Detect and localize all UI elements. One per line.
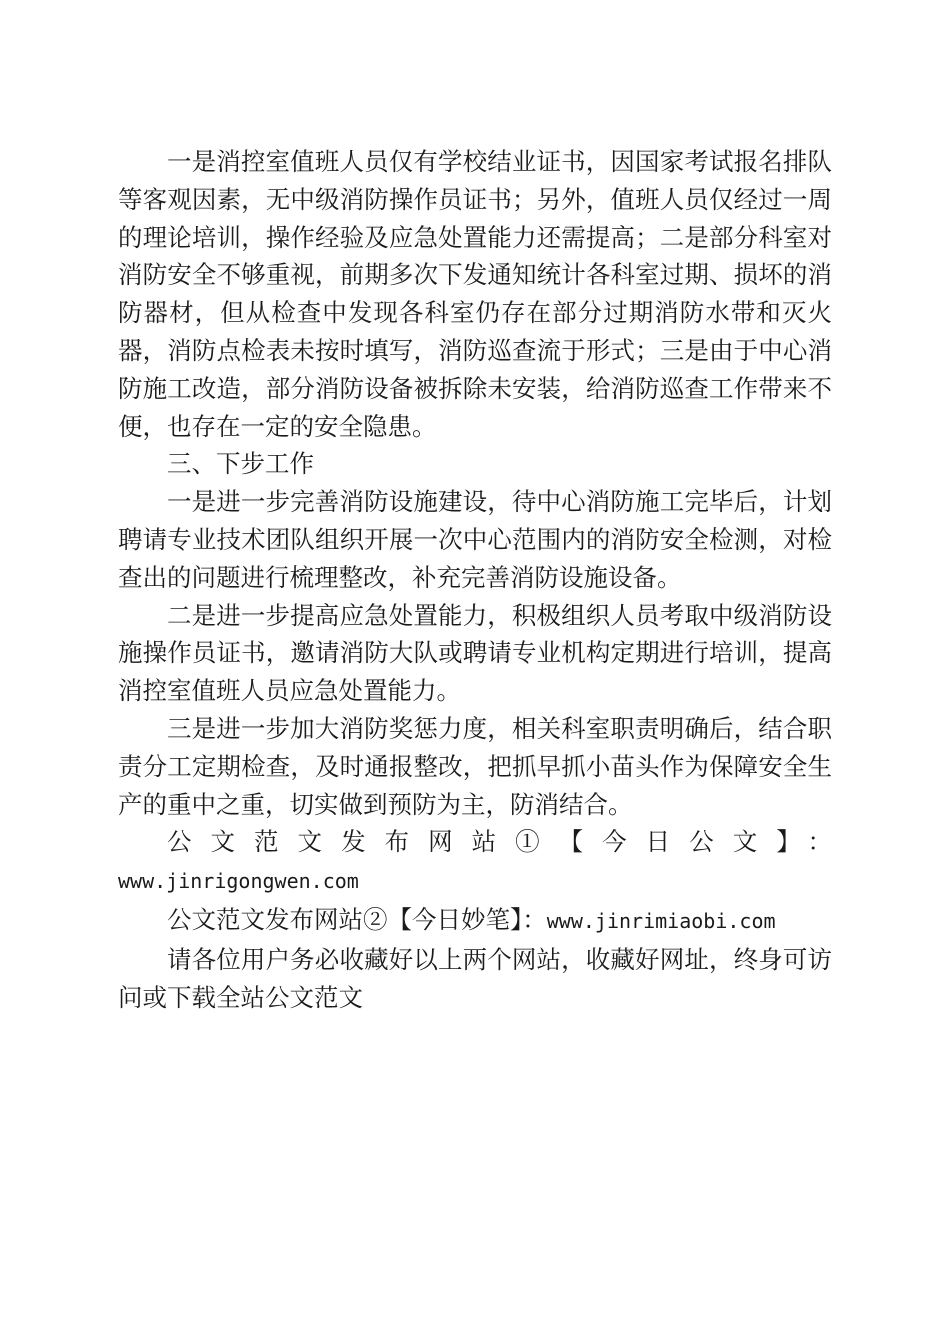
problems-paragraph: 一是消控室值班人员仅有学校结业证书，因国家考试报名排队等客观因素，无中级消防操作员证书；另外，值班人员仅经过一周的理论培训，操作经验及应急处置能力还需提高；二是部分科室对消防安全不够重视，前期多次下发通知统计各科室过期、损坏的消防器材，但从检查中发现各科室仍存在部分过期消防水带和灭火器，消防点检表未按时填写，消防巡查流于形式；三是由于中心消防施工改造，部分消防设备被拆除未安装，给消防巡查工作带来不便，也存在一定的安全隐患。 [118,147,832,441]
next-step-2: 二是进一步提高应急处置能力，积极组织人员考取中级消防设施操作员证书，邀请消防大队或聘请专业机构定期进行培训，提高消控室值班人员应急处置能力。 [118,600,832,706]
site2-line [118,901,832,941]
site1-url-line [118,861,832,901]
site2-label: 公文范文发布网站②【今日妙笔】： [167,904,547,934]
next-step-1: 一是进一步完善消防设施建设，待中心消防施工完毕后，计划聘请专业技术团队组织开展一次中心范围内的消防安全检测，对检查出的问题进行梳理整改，补充完善消防设施设备。 [118,487,832,592]
site1-url[interactable]: www.jinrigongwen.com [118,869,359,894]
document-page [118,143,832,1016]
site1-label: 公文范文发布网站①【今日公文】： [167,827,832,857]
notice-paragraph: 请各位用户务必收藏好以上两个网站，收藏好网址，终身可访问或下载全站公文范文 [118,944,832,1012]
section-heading: 三、下步工作 [167,449,314,479]
site2-url[interactable]: www.jinrimiaobi.com [546,908,776,933]
next-step-3: 三是进一步加大消防奖惩力度，相关科室职责明确后，结合职责分工定期检查，及时通报整改，把抓早抓小苗头作为保障安全生产的重中之重，切实做到预防为主，防消结合。 [118,713,832,819]
